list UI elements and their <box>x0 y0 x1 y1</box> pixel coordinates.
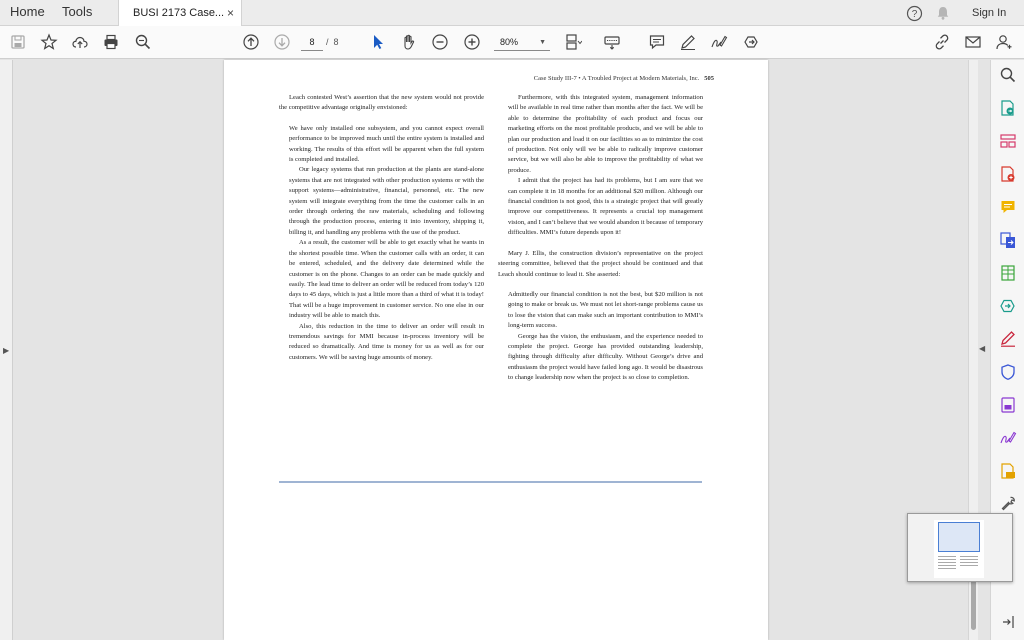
block-quote-paragraph: Also, this reduction in the time to deliver an order will result in tremendous savings for MMI because in-process inventory will be reduced so dramatically. And time is money for us as well as for our customers. We will be saving huge amounts of money. <box>289 322 484 361</box>
block-quote-paragraph: Admittedly our financial condition is not the best, but $20 million is not going to make or break us. We must not let short-range problems cause us to lose the vision that can make such an important contribution to MMI’s long-term success. <box>508 290 703 330</box>
star-icon <box>40 33 58 51</box>
page-navigator[interactable] <box>907 513 1013 582</box>
help-button[interactable] <box>906 0 923 26</box>
right-text-column <box>498 93 703 384</box>
email-button[interactable] <box>962 31 984 53</box>
print-button[interactable] <box>100 31 122 53</box>
thumbnail-text-line <box>960 556 978 557</box>
combine-files-tool[interactable] <box>999 231 1017 249</box>
document-form-icon <box>999 396 1017 414</box>
block-quote-paragraph: George has the vision, the enthusiasm, and the experience needed to complete the project. George has provided outstanding leadership, fighting through difficulty after difficulty. Without George’s drive and enthusiasm the project would have failed long ago. It would be disastrous to change leadership now when the project is so close to completion. <box>508 332 703 382</box>
collapse-right-pane-icon[interactable]: ◀ <box>979 344 986 353</box>
keyboard-icon <box>603 33 621 51</box>
thumbnail-text-line <box>960 565 978 566</box>
close-tab-icon[interactable]: × <box>226 6 234 20</box>
paragraph-gap <box>279 114 484 124</box>
thumbnail-text-line <box>938 559 956 560</box>
block-quote-paragraph: We have only installed one subsystem, and you cannot expect overall performance to be improved much until the entire system is installed and working. The results of this effort will be apparent when the full system is completed and installed. <box>289 124 484 164</box>
page-number-input[interactable]: 8 <box>301 34 323 51</box>
thumbnail-text-line <box>938 556 956 557</box>
left-navigation-pane[interactable] <box>0 60 13 640</box>
sign-in-button[interactable]: Sign In <box>972 7 1007 19</box>
fill-sign-icon <box>999 330 1017 348</box>
scrollbar-thumb[interactable] <box>971 580 976 630</box>
comment-bubble-icon <box>999 198 1017 216</box>
nav-home[interactable]: Home <box>10 4 45 19</box>
plus-circle-icon <box>463 33 481 51</box>
edit-pen-icon <box>999 429 1017 447</box>
svg-text:?: ? <box>911 8 918 20</box>
running-head-title: Case Study III-7 • A Troubled Project at Modern Materials, Inc. <box>533 75 700 82</box>
more-tools[interactable] <box>999 495 1017 513</box>
prepare-form-icon <box>999 462 1017 480</box>
export-sheets-tool[interactable] <box>999 264 1017 282</box>
arrow-up-circle-icon <box>242 33 260 51</box>
footer-rule <box>279 481 702 483</box>
minus-circle-icon <box>431 33 449 51</box>
printer-icon <box>102 33 120 51</box>
sign-button[interactable] <box>708 31 730 53</box>
save-button[interactable] <box>7 31 29 53</box>
protect-tool[interactable] <box>999 363 1017 381</box>
search-tool[interactable] <box>999 66 1017 84</box>
thumbnail-text-line <box>960 562 978 563</box>
document-tab-title: BUSI 2173 Case... <box>133 7 225 19</box>
thumbnail-text-line <box>938 565 956 566</box>
spreadsheet-icon <box>999 264 1017 282</box>
notifications-button[interactable] <box>935 0 951 26</box>
account-button[interactable] <box>993 31 1015 53</box>
expand-left-pane-icon[interactable]: ▶ <box>3 346 10 355</box>
viewport-indicator[interactable] <box>938 522 980 552</box>
combine-files-icon <box>999 231 1017 249</box>
block-quote-paragraph: Our legacy systems that run production at the plants are stand-alone systems that are not integrated with other production systems or with the support systems—administrative, financial, personnel, etc. The new system will integrate everything from the time the customer calls in an order through ordering the raw materials, scheduling and following through the production process, entering it into inventory, shipping it, billing it, and handling any problems with the use of the product. <box>289 166 484 236</box>
document-view[interactable] <box>13 60 968 640</box>
running-header <box>534 75 714 82</box>
hand-icon <box>400 33 418 51</box>
fit-page-icon <box>564 33 582 51</box>
edit-tool[interactable] <box>999 429 1017 447</box>
organize-pages-tool[interactable] <box>999 132 1017 150</box>
upload-button[interactable] <box>69 31 91 53</box>
link-icon <box>933 33 951 51</box>
page-number: 505 <box>704 75 714 82</box>
prepare-form-tool[interactable] <box>999 462 1017 480</box>
left-text-column <box>279 93 484 363</box>
tab-bar <box>0 0 1024 26</box>
block-quote-paragraph: Furthermore, with this integrated system, management information will be available in real time rather than months after the fact. We will be able to determine the profitability of each product and focus our marketing efforts on the most profitable products, and we will be able to plan our production and load it on our facilities so as to minimize the cost of production. Not only will we be able to radically improve customer service, but we will also be able to improve the profitability of what we produce. <box>508 94 703 174</box>
share-button[interactable] <box>740 31 762 53</box>
user-add-icon <box>995 33 1013 51</box>
expand-panel-button[interactable] <box>999 613 1017 631</box>
body-paragraph: Leach contested West’s assertion that the new system would not provide the competitive advantage originally envisioned: <box>279 94 484 112</box>
hand-tool-button[interactable] <box>398 31 420 53</box>
find-button[interactable] <box>132 31 154 53</box>
fill-sign-tool[interactable] <box>999 330 1017 348</box>
export-pdf-icon <box>999 99 1017 117</box>
help-icon <box>906 5 923 22</box>
main-toolbar <box>0 26 1024 59</box>
shield-icon <box>999 363 1017 381</box>
export-pdf-tool[interactable] <box>999 99 1017 117</box>
comment-icon <box>648 33 666 51</box>
link-button[interactable] <box>931 31 953 53</box>
block-quote-paragraph: I admit that the project has had its problems, but I am sure that we can complete it in 18 months for an additional $20 million. Although our financial condition is not good, this is a strategic project that will greatly improve our competitiveness. It represents a crucial top management vision, and I can’t believe that we would abandon it because of temporary difficulties. MMI’s future depends upon it! <box>508 177 703 237</box>
previous-page-button[interactable] <box>240 31 262 53</box>
wrench-icon <box>999 495 1017 513</box>
next-page-button[interactable] <box>271 31 293 53</box>
thumbnail-text-line <box>960 559 978 560</box>
page-separator: / <box>326 37 329 47</box>
select-tool-button[interactable] <box>367 31 389 53</box>
send-export-icon <box>742 33 760 51</box>
send-comments-icon <box>999 297 1017 315</box>
rich-media-tool[interactable] <box>999 396 1017 414</box>
paragraph-gap <box>498 280 703 290</box>
bell-icon <box>935 5 951 21</box>
page-total-count: 8 <box>333 37 339 47</box>
bookmark-button[interactable] <box>38 31 60 53</box>
block-quote-paragraph: As a result, the customer will be able to get exactly what he wants in the shortest possible time. When the customer calls with an order, it can be entered, scheduled, and the delivery date determined while the customer is on the phone. Changes to an order can be made quickly and easily. The lead time to deliver an order will be reduced from today’s 120 days to 45 days, which is just a little more than a third of what it is today! That will be a huge improvement in customer service. No one else in our industry will be able to match this. <box>289 239 484 320</box>
save-icon <box>9 33 27 51</box>
paragraph-gap <box>498 239 703 249</box>
nav-tools[interactable]: Tools <box>62 4 93 19</box>
pen-icon <box>679 33 697 51</box>
zoom-in-button[interactable] <box>461 31 483 53</box>
page-display-button[interactable] <box>562 31 584 53</box>
send-for-comments-tool[interactable] <box>999 297 1017 315</box>
zoom-level-select[interactable] <box>494 34 550 51</box>
thumbnail-text-line <box>938 568 956 569</box>
page-total <box>326 34 339 51</box>
comment-button[interactable] <box>646 31 668 53</box>
create-pdf-icon <box>999 165 1017 183</box>
highlight-button[interactable] <box>677 31 699 53</box>
arrow-down-circle-icon <box>273 33 291 51</box>
signature-icon <box>710 33 728 51</box>
chevron-down-icon: ▼ <box>539 39 546 46</box>
zoom-level-value: 80% <box>500 37 519 47</box>
organize-pages-icon <box>999 132 1017 150</box>
body-paragraph: Mary J. Ellis, the construction division’s representative on the project steering committee, believed that the project should be continued and that Leach should continue to lead it. She asserted: <box>498 249 703 278</box>
thumbnail-text-line <box>938 562 956 563</box>
zoom-out-button[interactable] <box>429 31 451 53</box>
search-icon <box>999 66 1017 84</box>
panel-arrow-icon <box>999 613 1017 631</box>
zoom-search-icon <box>134 33 152 51</box>
comment-tool[interactable] <box>999 198 1017 216</box>
document-tab[interactable] <box>118 0 242 26</box>
cloud-upload-icon <box>71 33 89 51</box>
create-pdf-tool[interactable] <box>999 165 1017 183</box>
mail-icon <box>964 33 982 51</box>
scrolling-mode-button[interactable] <box>601 31 623 53</box>
cursor-arrow-icon <box>369 33 387 51</box>
pdf-page <box>224 60 768 640</box>
